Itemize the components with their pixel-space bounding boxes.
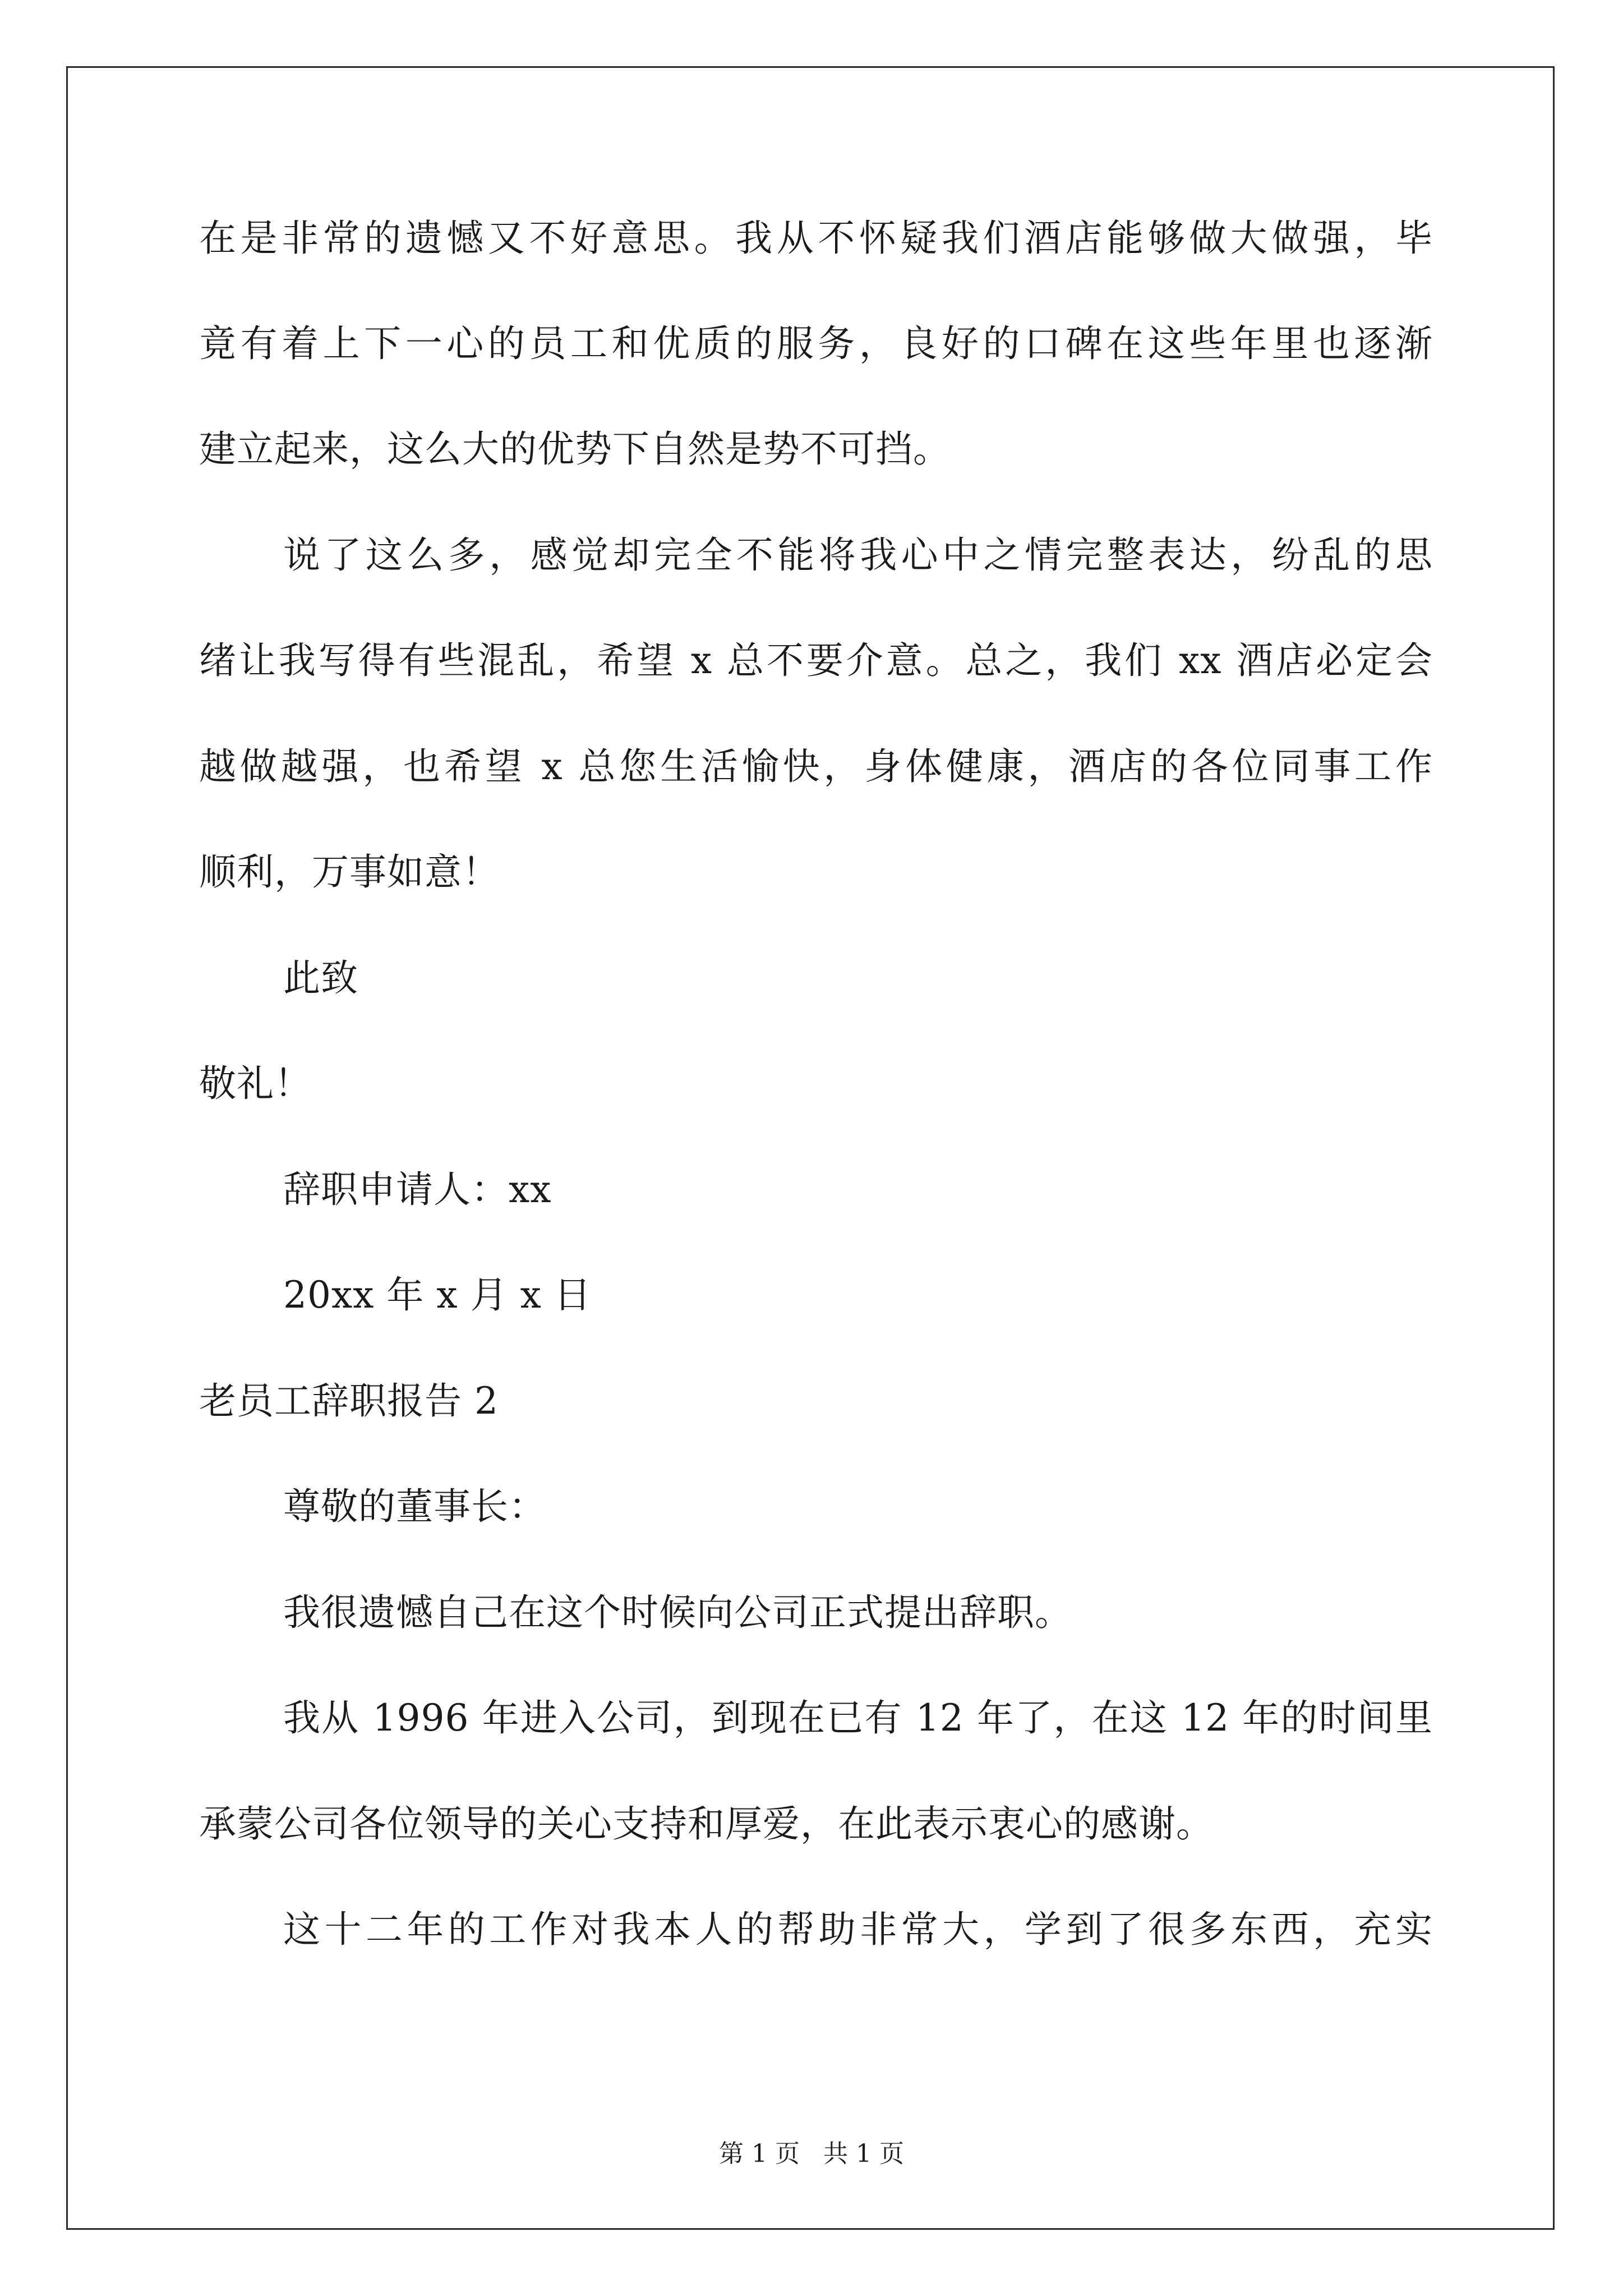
text-line: 承蒙公司各位领导的关心支持和厚爱，在此表示衷心的感谢。 [199,1802,1214,1846]
page-footer: 第 1 页 共 1 页 [719,2139,904,2168]
signature-line: 辞职申请人：xx [283,1168,552,1211]
text-line: 竟有着上下一心的员工和优质的服务，良好的口碑在这些年里也逐渐 [199,322,1433,365]
section-title: 老员工辞职报告 2 [199,1379,499,1423]
text-line: 这十二年的工作对我本人的帮助非常大，学到了很多东西，充实 [283,1908,1433,1951]
date-line: 20xx 年 x 月 x 日 [283,1273,592,1317]
text-line: 在是非常的遗憾又不好意思。我从不怀疑我们酒店能够做大做强，毕 [199,217,1433,260]
text-line: 越做越强，也希望 x 总您生活愉快，身体健康，酒店的各位同事工作 [199,745,1433,788]
salutation: 敬礼！ [199,1062,312,1105]
text-line: 顺利，万事如意！ [199,850,500,894]
text-line: 我从 1996 年进入公司，到现在已有 12 年了，在这 12 年的时间里 [283,1696,1433,1740]
greeting: 尊敬的董事长： [283,1485,546,1528]
text-line: 建立起来，这么大的优势下自然是势不可挡。 [199,427,951,471]
text-line: 说了这么多，感觉却完全不能将我心中之情完整表达，纷乱的思 [283,533,1433,577]
closing-phrase: 此致 [283,956,358,1000]
text-line: 绪让我写得有些混乱，希望 x 总不要介意。总之，我们 xx 酒店必定会 [199,639,1433,682]
text-line: 我很遗憾自己在这个时候向公司正式提出辞职。 [283,1591,1072,1634]
